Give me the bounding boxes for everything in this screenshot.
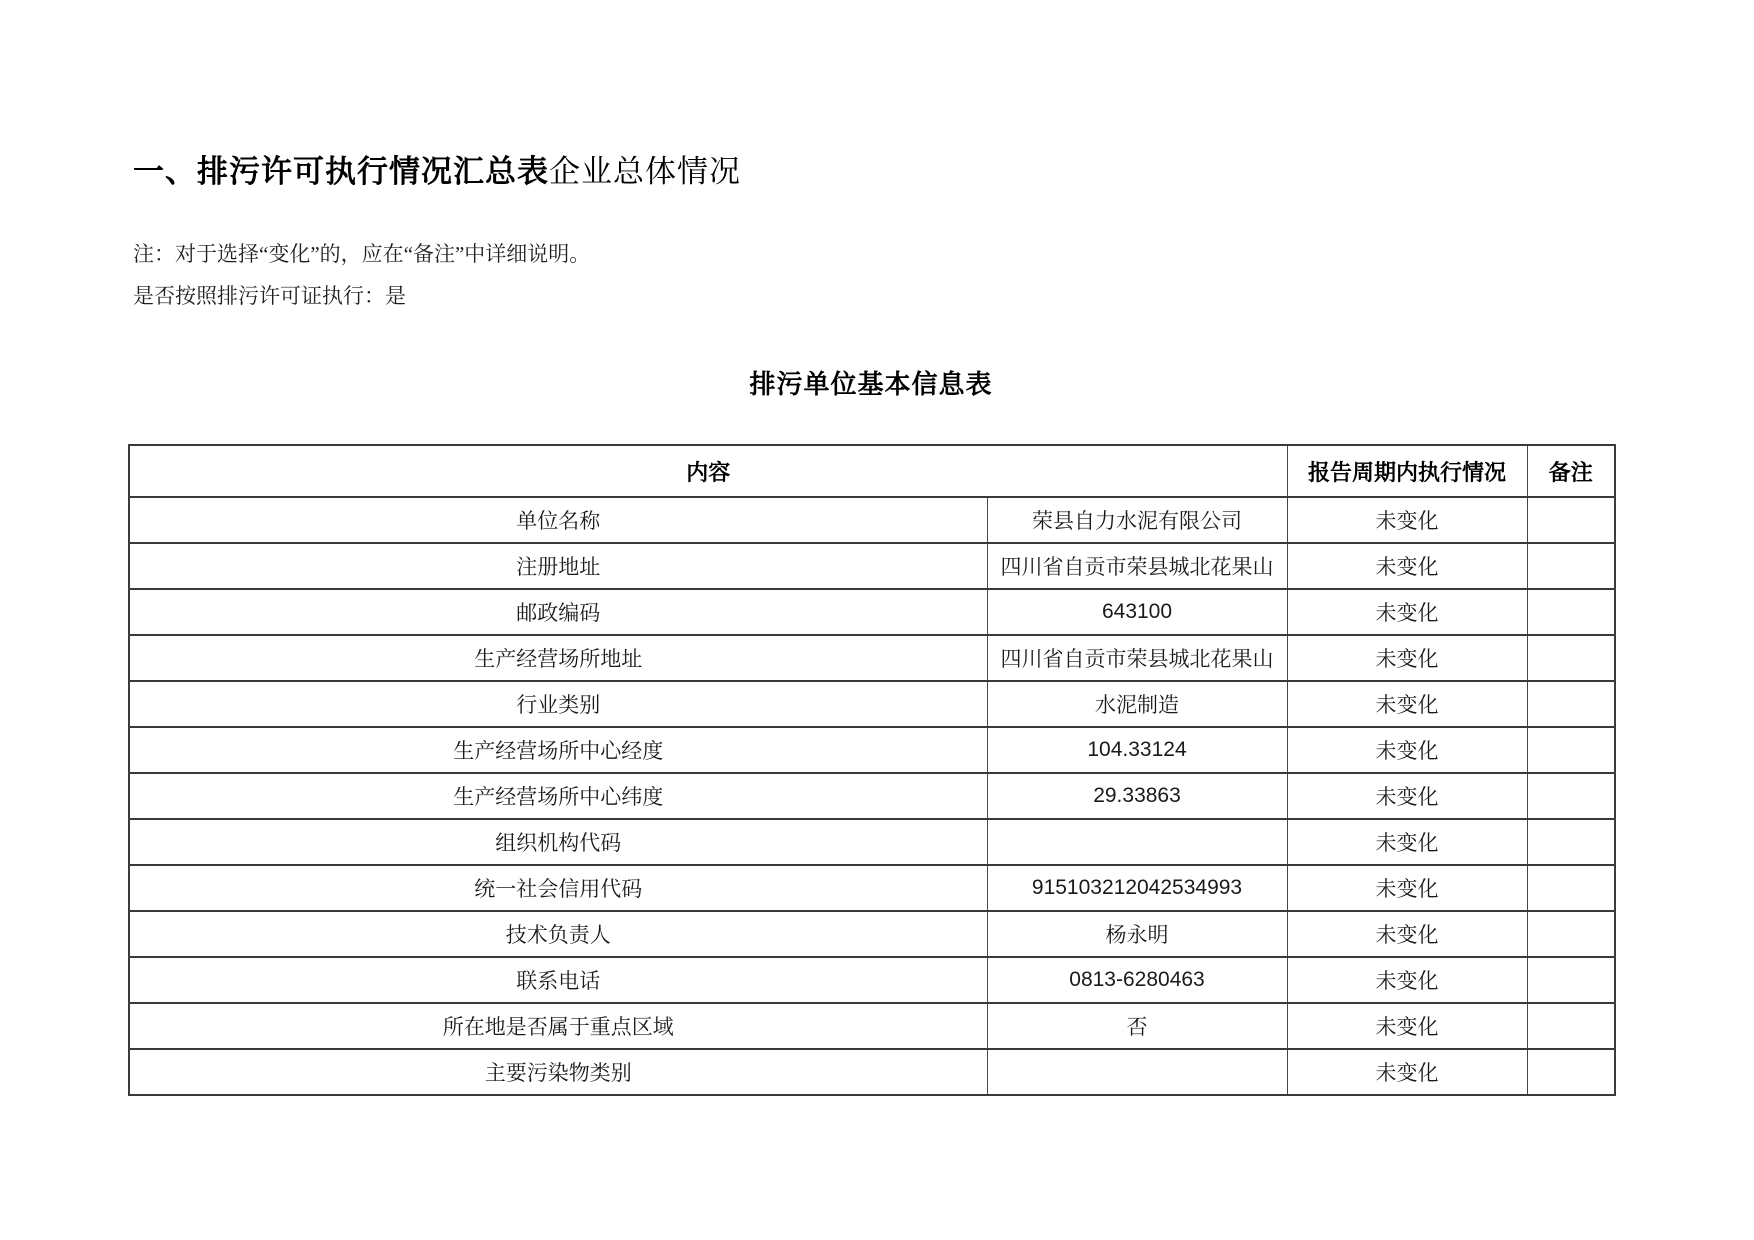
remark-cell — [1527, 1049, 1615, 1095]
label-cell: 生产经营场所地址 — [129, 635, 987, 681]
value-cell: 四川省自贡市荣县城北花果山 — [987, 635, 1287, 681]
value-cell: 杨永明 — [987, 911, 1287, 957]
status-cell: 未变化 — [1287, 1049, 1527, 1095]
remark-cell — [1527, 681, 1615, 727]
value-cell: 915103212042534993 — [987, 865, 1287, 911]
basic-info-table — [128, 444, 1616, 1096]
remark-cell — [1527, 543, 1615, 589]
label-cell: 联系电话 — [129, 957, 987, 1003]
table-row — [129, 957, 1615, 1003]
label-cell: 所在地是否属于重点区域 — [129, 1003, 987, 1049]
remark-cell — [1527, 635, 1615, 681]
table-row — [129, 727, 1615, 773]
table-row — [129, 635, 1615, 681]
header-content: 内容 — [129, 445, 1287, 497]
page-title-subtitle: 企业总体情况 — [549, 154, 741, 189]
label-cell: 生产经营场所中心经度 — [129, 727, 987, 773]
status-cell: 未变化 — [1287, 543, 1527, 589]
table-row — [129, 543, 1615, 589]
status-cell: 未变化 — [1287, 865, 1527, 911]
note-text: 注：对于选择“变化”的，应在“备注”中详细说明。 — [133, 242, 591, 266]
value-cell: 否 — [987, 1003, 1287, 1049]
table-row — [129, 1049, 1615, 1095]
remark-cell — [1527, 911, 1615, 957]
value-cell: 643100 — [987, 589, 1287, 635]
status-cell: 未变化 — [1287, 957, 1527, 1003]
compliance-statement: 是否按照排污许可证执行：是 — [133, 284, 406, 308]
value-cell: 29.33863 — [987, 773, 1287, 819]
header-row — [129, 445, 1615, 497]
remark-cell — [1527, 1003, 1615, 1049]
remark-cell — [1527, 819, 1615, 865]
label-cell: 单位名称 — [129, 497, 987, 543]
header-remark: 备注 — [1527, 445, 1615, 497]
label-cell: 注册地址 — [129, 543, 987, 589]
table-header — [129, 445, 1615, 497]
value-cell: 水泥制造 — [987, 681, 1287, 727]
value-cell: 荣县自力水泥有限公司 — [987, 497, 1287, 543]
table-body — [129, 497, 1615, 1095]
label-cell: 邮政编码 — [129, 589, 987, 635]
label-cell: 行业类别 — [129, 681, 987, 727]
label-cell: 组织机构代码 — [129, 819, 987, 865]
label-cell: 统一社会信用代码 — [129, 865, 987, 911]
label-cell: 主要污染物类别 — [129, 1049, 987, 1095]
status-cell: 未变化 — [1287, 681, 1527, 727]
table-row — [129, 1003, 1615, 1049]
remark-cell — [1527, 957, 1615, 1003]
page-title — [133, 150, 741, 194]
status-cell: 未变化 — [1287, 727, 1527, 773]
remark-cell — [1527, 865, 1615, 911]
header-status: 报告周期内执行情况 — [1287, 445, 1527, 497]
value-cell: 四川省自贡市荣县城北花果山 — [987, 543, 1287, 589]
remark-cell — [1527, 773, 1615, 819]
table-row — [129, 589, 1615, 635]
table-row — [129, 497, 1615, 543]
status-cell: 未变化 — [1287, 589, 1527, 635]
remark-cell — [1527, 589, 1615, 635]
status-cell: 未变化 — [1287, 635, 1527, 681]
remark-cell — [1527, 727, 1615, 773]
table-row — [129, 819, 1615, 865]
value-cell — [987, 819, 1287, 865]
page-title-section-number: 一、排污许可执行情况汇总表 — [133, 154, 549, 189]
table-row — [129, 681, 1615, 727]
table-title: 排污单位基本信息表 — [749, 369, 993, 399]
status-cell: 未变化 — [1287, 819, 1527, 865]
status-cell: 未变化 — [1287, 773, 1527, 819]
value-cell: 104.33124 — [987, 727, 1287, 773]
table-row — [129, 865, 1615, 911]
value-cell: 0813-6280463 — [987, 957, 1287, 1003]
table-row — [129, 911, 1615, 957]
label-cell: 生产经营场所中心纬度 — [129, 773, 987, 819]
value-cell — [987, 1049, 1287, 1095]
table-row — [129, 773, 1615, 819]
status-cell: 未变化 — [1287, 911, 1527, 957]
status-cell: 未变化 — [1287, 497, 1527, 543]
label-cell: 技术负责人 — [129, 911, 987, 957]
status-cell: 未变化 — [1287, 1003, 1527, 1049]
remark-cell — [1527, 497, 1615, 543]
